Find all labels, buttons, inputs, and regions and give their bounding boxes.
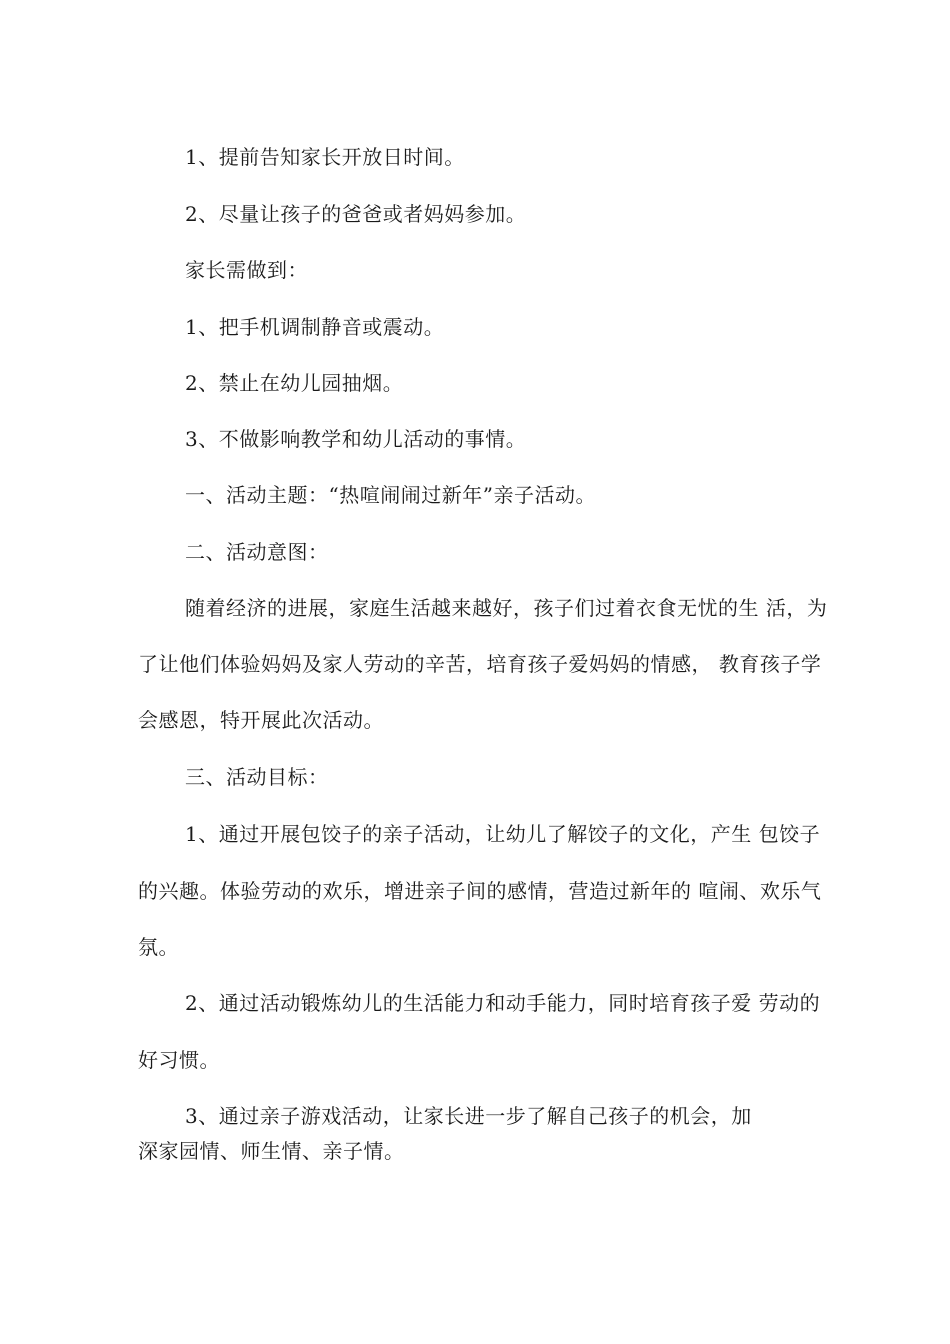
paragraph-line: 好习惯。: [138, 1048, 220, 1072]
section-heading: 三、活动目标：: [185, 765, 329, 789]
paragraph-line: 1、提前告知家长开放日时间。: [185, 145, 465, 169]
paragraph-line: 随着经济的进展，家庭生活越来越好，孩子们过着衣食无忧的生 活，为: [185, 596, 828, 620]
paragraph-line: 的兴趣。体验劳动的欢乐，增进亲子间的感情，营造过新年的 喧闹、欢乐气: [138, 879, 822, 903]
paragraph-line: 了让他们体验妈妈及家人劳动的辛苦，培育孩子爱妈妈的情感， 教育孩子学: [138, 652, 822, 676]
paragraph-line: 3、不做影响教学和幼儿活动的事情。: [185, 427, 527, 451]
paragraph-line: 1、通过开展包饺子的亲子活动，让幼儿了解饺子的文化，产生 包饺子: [185, 822, 821, 846]
paragraph-line: 3、通过亲子游戏活动，让家长进一步了解自己孩子的机会，加: [185, 1104, 752, 1128]
section-heading: 一、活动主题：“热喧闹闹过新年”亲子活动。: [185, 483, 596, 507]
paragraph-line: 2、尽量让孩子的爸爸或者妈妈参加。: [185, 202, 527, 226]
paragraph-line: 2、通过活动锻炼幼儿的生活能力和动手能力，同时培育孩子爱 劳动的: [185, 991, 821, 1015]
paragraph-line: 2、禁止在幼儿园抽烟。: [185, 371, 404, 395]
section-heading: 二、活动意图：: [185, 540, 329, 564]
paragraph-line: 氛。: [138, 935, 179, 959]
paragraph-line: 1、把手机调制静音或震动。: [185, 315, 445, 339]
paragraph-line: 家长需做到：: [185, 258, 308, 282]
paragraph-line: 深家园情、师生情、亲子情。: [138, 1139, 405, 1163]
paragraph-line: 会感恩，特开展此次活动。: [138, 708, 384, 732]
